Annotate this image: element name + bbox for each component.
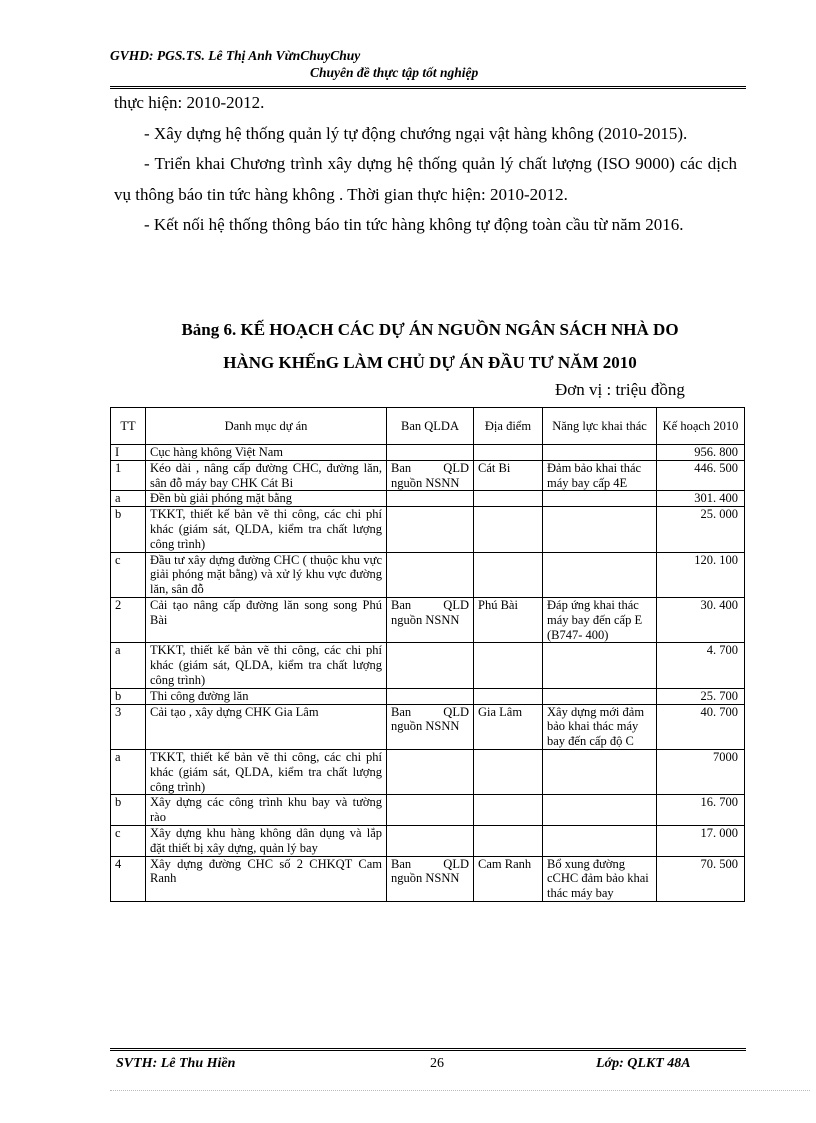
page-edge-divider xyxy=(110,1090,810,1091)
cell-project: Cải tạo nâng cấp đường lăn song song Phú Bài xyxy=(146,597,387,642)
cell-capacity xyxy=(543,552,657,597)
header-board: Ban QLDA xyxy=(387,408,474,445)
cell-tt: 1 xyxy=(111,460,146,491)
paragraph-3: - Triển khai Chương trình xây dựng hệ thống quản lý chất lượng (ISO 9000) các dịch vụ thông báo tin tức hàng không . Thời gian thực hiện: 2010-2012. xyxy=(114,154,737,204)
cell-plan: 301. 400 xyxy=(657,491,745,507)
header-location: Địa điểm xyxy=(474,408,543,445)
cell-capacity xyxy=(543,507,657,552)
table-row xyxy=(111,643,745,688)
cell-location xyxy=(474,643,543,688)
cell-board: Ban QLD nguồn NSNN xyxy=(387,856,474,901)
table-row xyxy=(111,507,745,552)
cell-board: Ban QLD nguồn NSNN xyxy=(387,597,474,642)
cell-location xyxy=(474,688,543,704)
body-text xyxy=(114,88,737,241)
cell-board xyxy=(387,795,474,826)
cell-plan: 70. 500 xyxy=(657,856,745,901)
cell-capacity xyxy=(543,643,657,688)
header-tt: TT xyxy=(111,408,146,445)
cell-location xyxy=(474,445,543,461)
cell-board xyxy=(387,445,474,461)
cell-project: Thi công đường lăn xyxy=(146,688,387,704)
cell-tt: 4 xyxy=(111,856,146,901)
table-row xyxy=(111,825,745,856)
cell-tt: c xyxy=(111,552,146,597)
cell-tt: a xyxy=(111,749,146,794)
table-row xyxy=(111,795,745,826)
cell-tt: a xyxy=(111,643,146,688)
unit-label: Đơn vị : triệu đồng xyxy=(555,380,685,399)
footer-class: Lớp: QLKT 48A xyxy=(596,1056,691,1071)
cell-plan: 7000 xyxy=(657,749,745,794)
cell-location xyxy=(474,795,543,826)
cell-plan: 956. 800 xyxy=(657,445,745,461)
cell-plan: 25. 000 xyxy=(657,507,745,552)
cell-project: Xây dựng đường CHC số 2 CHKQT Cam Ranh xyxy=(146,856,387,901)
paragraph-4: - Kết nối hệ thống thông báo tin tức hàng không tự động toàn cầu từ năm 2016. xyxy=(144,215,684,235)
cell-tt: 2 xyxy=(111,597,146,642)
cell-capacity xyxy=(543,491,657,507)
table-row xyxy=(111,460,745,491)
cell-project: Xây dựng khu hàng không dân dụng và lắp đặt thiết bị xây dựng, quản lý bay xyxy=(146,825,387,856)
footer-student: SVTH: Lê Thu Hiền xyxy=(116,1056,236,1071)
table-row xyxy=(111,597,745,642)
cell-board xyxy=(387,552,474,597)
cell-location: Cam Ranh xyxy=(474,856,543,901)
cell-plan: 25. 700 xyxy=(657,688,745,704)
table-row xyxy=(111,552,745,597)
cell-capacity xyxy=(543,749,657,794)
cell-board: Ban QLD nguồn NSNN xyxy=(387,460,474,491)
cell-project: TKKT, thiết kế bản vẽ thi công, các chi phí khác (giám sát, QLDA, kiểm tra chất lượng công trình) xyxy=(146,749,387,794)
table-title xyxy=(110,313,750,379)
table-body xyxy=(111,445,745,902)
table-header-row xyxy=(111,408,745,445)
cell-board xyxy=(387,491,474,507)
cell-location xyxy=(474,507,543,552)
cell-tt: b xyxy=(111,507,146,552)
table-row xyxy=(111,749,745,794)
cell-board: Ban QLD nguồn NSNN xyxy=(387,704,474,749)
header-capacity: Năng lực khai thác xyxy=(543,408,657,445)
cell-plan: 30. 400 xyxy=(657,597,745,642)
cell-board xyxy=(387,507,474,552)
cell-location xyxy=(474,749,543,794)
cell-tt: 3 xyxy=(111,704,146,749)
cell-project: TKKT, thiết kế bản vẽ thi công, các chi phí khác (giám sát, QLDA, kiểm tra chất lượng công trình) xyxy=(146,507,387,552)
cell-location xyxy=(474,825,543,856)
footer-divider xyxy=(110,1048,746,1051)
cell-project: Kéo dài , nâng cấp đường CHC, đường lăn, sân đỗ máy bay CHK Cát Bi xyxy=(146,460,387,491)
cell-capacity xyxy=(543,825,657,856)
page-header xyxy=(110,48,750,81)
cell-tt: b xyxy=(111,795,146,826)
table-title-line-1: Bảng 6. KẾ HOẠCH CÁC DỰ ÁN NGUỒN NGÂN SÁCH NHÀ DO xyxy=(181,320,679,339)
cell-location: Phú Bài xyxy=(474,597,543,642)
cell-location: Cát Bi xyxy=(474,460,543,491)
table-title-line-2: HÀNG KHẾnG LÀM CHỦ DỰ ÁN ĐẦU TƯ NĂM 2010 xyxy=(223,353,637,372)
cell-tt: b xyxy=(111,688,146,704)
table-row xyxy=(111,491,745,507)
cell-project: Cải tạo , xây dựng CHK Gia Lâm xyxy=(146,704,387,749)
cell-project: Đầu tư xây dựng đường CHC ( thuộc khu vực giải phóng mặt bằng) và xử lý khu vực đường lăn, sân đỗ xyxy=(146,552,387,597)
project-table xyxy=(110,407,745,902)
cell-capacity: Đảm bảo khai thác máy bay cấp 4E xyxy=(543,460,657,491)
header-advisor: GVHD: PGS.TS. Lê Thị Anh VừnChuyChuy xyxy=(110,48,361,63)
cell-location: Gia Lâm xyxy=(474,704,543,749)
header-plan: Kế hoạch 2010 xyxy=(657,408,745,445)
header-subject: Chuyên đề thực tập tốt nghiệp xyxy=(310,65,479,80)
cell-board xyxy=(387,749,474,794)
cell-plan: 40. 700 xyxy=(657,704,745,749)
cell-location xyxy=(474,491,543,507)
cell-project: TKKT, thiết kế bản vẽ thi công, các chi phí khác (giám sát, QLDA, kiểm tra chất lượng công trình) xyxy=(146,643,387,688)
cell-capacity xyxy=(543,795,657,826)
cell-capacity: Xây dựng mới đảm bảo khai thác máy bay đến cấp độ C xyxy=(543,704,657,749)
cell-capacity xyxy=(543,688,657,704)
cell-location xyxy=(474,552,543,597)
cell-plan: 120. 100 xyxy=(657,552,745,597)
cell-tt: c xyxy=(111,825,146,856)
cell-project: Cục hàng không Việt Nam xyxy=(146,445,387,461)
cell-board xyxy=(387,688,474,704)
table-row xyxy=(111,856,745,901)
page-number: 26 xyxy=(430,1056,444,1071)
cell-board xyxy=(387,643,474,688)
cell-tt: I xyxy=(111,445,146,461)
table-row xyxy=(111,704,745,749)
cell-capacity xyxy=(543,445,657,461)
paragraph-1: thực hiện: 2010-2012. xyxy=(114,93,265,112)
cell-plan: 4. 700 xyxy=(657,643,745,688)
cell-project: Đền bù giải phóng mặt bằng xyxy=(146,491,387,507)
cell-board xyxy=(387,825,474,856)
table-row xyxy=(111,688,745,704)
paragraph-2: - Xây dựng hệ thống quản lý tự động chướng ngại vật hàng không (2010-2015). xyxy=(144,123,688,143)
cell-project: Xây dựng các công trình khu bay và tường rào xyxy=(146,795,387,826)
cell-plan: 17. 000 xyxy=(657,825,745,856)
header-project: Danh mục dự án xyxy=(146,408,387,445)
cell-plan: 16. 700 xyxy=(657,795,745,826)
cell-plan: 446. 500 xyxy=(657,460,745,491)
table-row xyxy=(111,445,745,461)
cell-capacity: Bổ xung đường cCHC đảm bảo khai thác máy bay xyxy=(543,856,657,901)
cell-tt: a xyxy=(111,491,146,507)
cell-capacity: Đáp ứng khai thác máy bay đến cấp E (B747- 400) xyxy=(543,597,657,642)
